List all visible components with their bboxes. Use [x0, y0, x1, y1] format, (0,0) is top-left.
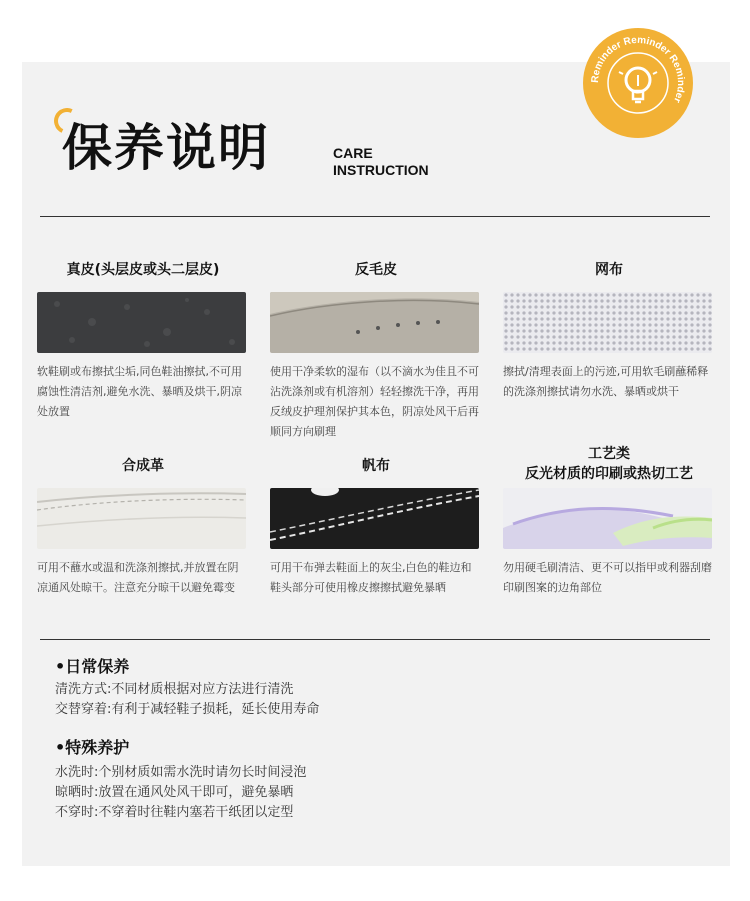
mesh-swatch	[503, 292, 712, 353]
daily-care-line: 清洗方式:不同材质根据对应方法进行清洗	[55, 682, 294, 697]
material-desc: 勿用硬毛刷清洁、更不可以指甲或利器刮磨印刷图案的边角部位	[503, 561, 712, 594]
material-title: 合成革	[122, 458, 164, 474]
material-synthetic	[37, 456, 249, 598]
special-care-line: 水洗时:个别材质如需水洗时请勿长时间浸泡	[55, 765, 307, 780]
special-care-line: 不穿时:不穿着时往鞋内塞若干纸团以定型	[55, 805, 294, 820]
material-desc: 可用不蘸水或温和洗涤剂擦拭,并放置在阴凉通风处晾干。注意充分晾干以避免霉变	[37, 561, 239, 594]
material-title-line-1: 工艺类	[588, 446, 630, 462]
material-desc: 可用干布弹去鞋面上的灰尘,白色的鞋边和鞋头部分可使用橡皮擦擦拭避免暴晒	[270, 561, 472, 594]
badge-ring-text: Reminder Reminder Reminder	[589, 34, 687, 105]
material-desc: 使用干净柔软的湿布（以不滴水为佳且不可沾洗涤剂或有机溶剂）轻轻擦洗干净，再用反绒皮护理剂保护其本色，阴凉处风干后再顺同方向刷理	[270, 365, 479, 438]
daily-care-heading: •日常保养	[55, 657, 130, 676]
material-leather	[37, 260, 249, 422]
title-en-line-2: INSTRUCTION	[333, 162, 429, 178]
material-title-line-2: 反光材质的印刷或热切工艺	[525, 466, 693, 482]
material-mesh	[503, 260, 715, 402]
material-title: 网布	[595, 262, 623, 278]
material-desc: 软鞋刷或布擦拭尘垢,同色鞋油擦拭,不可用腐蚀性清洁剂,避免水洗、暴晒及烘干,阴凉处放置	[37, 365, 242, 418]
special-care-heading: •特殊养护	[55, 738, 130, 757]
leather-swatch	[37, 292, 246, 353]
lightbulb-icon	[583, 28, 693, 138]
daily-care-section	[55, 656, 319, 720]
page-title: 保养说明	[62, 119, 270, 177]
reminder-badge	[583, 28, 693, 138]
material-title: 帆布	[362, 458, 390, 474]
canvas-swatch	[270, 488, 479, 549]
divider-bottom	[40, 639, 710, 640]
material-suede	[270, 260, 482, 442]
daily-care-line: 交替穿着:有利于减轻鞋子损耗，延长使用寿命	[55, 702, 320, 717]
material-canvas	[270, 456, 482, 598]
material-title: 反毛皮	[355, 262, 397, 278]
suede-swatch	[270, 292, 479, 353]
page-title-en	[333, 145, 429, 179]
material-desc: 擦拭/清理表面上的污迹,可用软毛刷蘸稀释的洗涤剂擦拭请勿水洗、暴晒或烘干	[503, 365, 709, 398]
material-title: 真皮(头层皮或头二层皮)	[66, 262, 220, 278]
title-en-line-1: CARE	[333, 145, 373, 161]
synthetic-swatch	[37, 488, 246, 549]
craft-swatch	[503, 488, 712, 549]
special-care-section	[55, 737, 306, 823]
material-craft	[503, 444, 715, 598]
svg-text:Reminder Reminder Reminder	[590, 35, 686, 105]
divider-top	[40, 216, 710, 217]
special-care-line: 晾晒时:放置在通风处风干即可，避免暴晒	[55, 785, 294, 800]
